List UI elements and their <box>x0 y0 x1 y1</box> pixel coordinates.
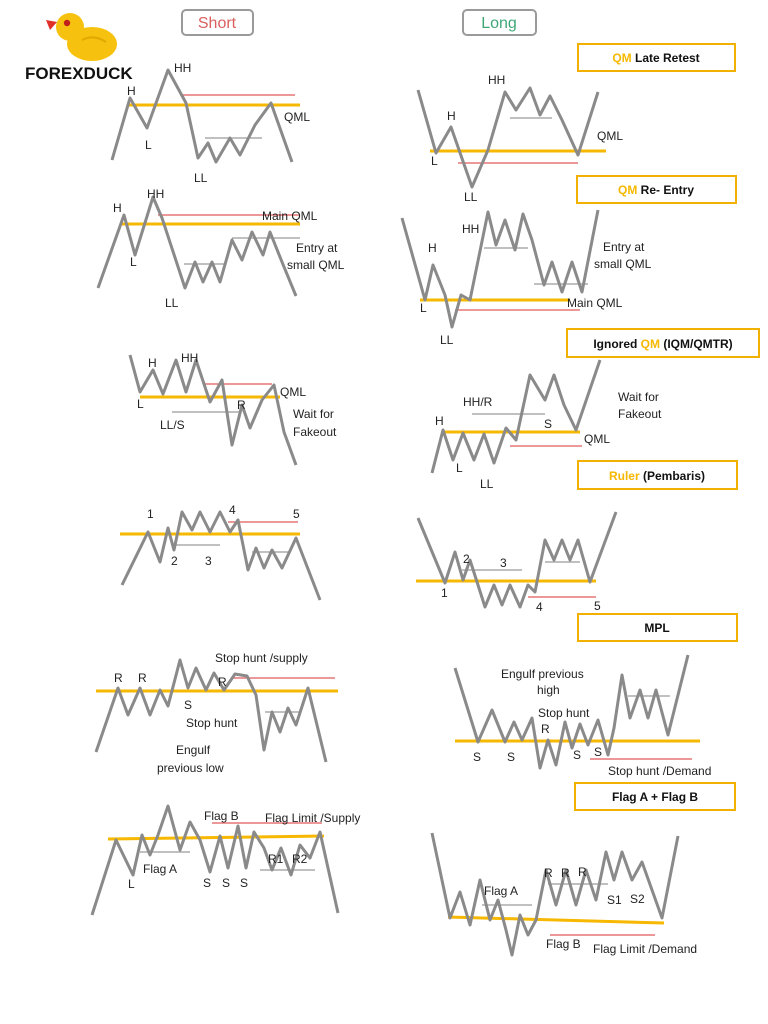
label-engulf-2: previous low <box>157 761 224 775</box>
label-r-2: R <box>561 866 570 880</box>
box-qm-late-retest <box>578 44 735 71</box>
qm-accent: QM <box>617 183 638 197</box>
box-qm-reentry <box>577 176 736 203</box>
label-ll: LL <box>464 190 478 204</box>
label-ll: LL <box>165 296 179 310</box>
diagram-long-reentry <box>402 210 652 347</box>
label-h: H <box>435 414 444 428</box>
label-wait-2: Fakeout <box>293 425 337 439</box>
label-l: L <box>130 255 137 269</box>
late-retest-label: Late Retest <box>631 51 700 65</box>
label-l: L <box>128 877 135 891</box>
label-s: S <box>544 417 553 431</box>
label-hh: HH <box>462 222 480 236</box>
label-r-2: R <box>138 671 147 685</box>
label-qml: QML <box>284 110 311 124</box>
diagram-short-reentry <box>98 187 345 310</box>
label-2: 2 <box>171 554 178 568</box>
label-qml: QML <box>597 129 624 143</box>
label-s2: S2 <box>630 892 645 906</box>
label-h: H <box>113 201 122 215</box>
label-s-3: S <box>573 748 582 762</box>
box-mpl <box>578 614 737 641</box>
label-1: 1 <box>441 586 448 600</box>
label-qml: QML <box>584 432 611 446</box>
label-s-4: S <box>594 745 603 759</box>
svg-text:QM Late Retest <box>612 51 699 65</box>
svg-text:Ignored QM (IQM/QMTR) <box>593 337 732 351</box>
label-ll: LL <box>480 477 494 491</box>
label-hh-r: HH/R <box>463 395 493 409</box>
label-l: L <box>456 461 463 475</box>
label-hh: HH <box>174 61 192 75</box>
label-3: 3 <box>500 556 507 570</box>
label-5: 5 <box>293 507 300 521</box>
label-stop-demand: Stop hunt /Demand <box>608 764 712 778</box>
qm-accent: QM <box>640 337 661 351</box>
price-path <box>418 512 616 607</box>
diagram-long-flag <box>432 833 697 956</box>
label-flag-a: Flag A <box>484 884 519 898</box>
ignored-label: Ignored <box>593 337 641 351</box>
label-r-1: R <box>544 866 553 880</box>
mpl-label: MPL <box>644 621 670 635</box>
label-l: L <box>431 154 438 168</box>
label-l: L <box>420 301 427 315</box>
label-4: 4 <box>229 503 236 517</box>
label-s-3: S <box>240 876 249 890</box>
label-entry-2: small QML <box>594 257 652 271</box>
price-path <box>130 355 296 465</box>
label-1: 1 <box>147 507 154 521</box>
diagram-long-mpl <box>455 655 711 778</box>
iqm-label: (IQM/QMTR) <box>660 337 733 351</box>
ruler-accent: Ruler <box>608 469 640 483</box>
label-entry-2: small QML <box>287 258 345 272</box>
label-main-qml: Main QML <box>567 296 623 310</box>
short-header: Short <box>197 15 237 32</box>
brand-name: FOREXDUCK <box>25 64 133 83</box>
label-wait-1: Wait for <box>618 390 659 404</box>
label-hh: HH <box>147 187 165 201</box>
label-engulf-1: Engulf <box>176 743 211 757</box>
box-ruler <box>578 461 737 489</box>
label-r-3: R <box>578 865 587 879</box>
label-h: H <box>447 109 456 123</box>
label-l: L <box>137 397 144 411</box>
label-flag-limit: Flag Limit /Demand <box>593 942 698 956</box>
box-flag <box>575 783 735 810</box>
flag-label: Flag A + Flag B <box>611 790 699 804</box>
label-hh: HH <box>181 351 199 365</box>
label-ll-s: LL/S <box>160 418 185 432</box>
label-2: 2 <box>463 552 470 566</box>
long-header: Long <box>481 15 517 32</box>
label-stop-hunt: Stop hunt <box>538 706 590 720</box>
label-r-3: R <box>218 675 227 689</box>
label-flag-limit: Flag Limit /Supply <box>265 811 361 825</box>
label-entry-1: Entry at <box>296 241 338 255</box>
pembaris-label: (Pembaris) <box>639 469 706 483</box>
label-hh: HH <box>488 73 506 87</box>
label-s-2: S <box>507 750 516 764</box>
label-r: R <box>541 722 550 736</box>
label-main-qml: Main QML <box>262 209 318 223</box>
label-stop-hunt: Stop hunt <box>186 716 238 730</box>
label-entry-1: Entry at <box>603 240 645 254</box>
diagram-short-mpl <box>96 651 338 775</box>
label-4: 4 <box>536 600 543 614</box>
label-wait-1: Wait for <box>293 407 334 421</box>
label-s-2: S <box>222 876 231 890</box>
price-path <box>122 512 320 600</box>
label-s-1: S <box>203 876 212 890</box>
forexduck-logo <box>25 13 133 83</box>
label-flag-b: Flag B <box>204 809 239 823</box>
label-engulf-1: Engulf previous <box>501 667 584 681</box>
label-r2: R2 <box>292 852 308 866</box>
label-h: H <box>148 356 157 370</box>
label-s: S <box>184 698 193 712</box>
label-5: 5 <box>594 599 601 613</box>
price-path <box>112 70 292 162</box>
price-path <box>418 88 598 187</box>
label-ll: LL <box>440 333 454 347</box>
diagram-short-qm <box>112 61 310 185</box>
label-r1: R1 <box>268 852 284 866</box>
duck-icon <box>46 13 117 61</box>
label-ll: LL <box>194 171 208 185</box>
label-flag-b: Flag B <box>546 937 581 951</box>
label-flag-a: Flag A <box>143 862 178 876</box>
price-path <box>432 360 600 473</box>
label-wait-2: Fakeout <box>618 407 662 421</box>
label-s1: S1 <box>607 893 622 907</box>
diagram-long-ruler <box>416 512 616 614</box>
label-l: L <box>145 138 152 152</box>
label-3: 3 <box>205 554 212 568</box>
reentry-label: Re- Entry <box>637 183 695 197</box>
flag-level-line <box>448 917 664 923</box>
svg-text:QM Re- Entry <box>618 183 694 197</box>
diagram-short-ruler <box>120 503 320 600</box>
price-path <box>96 660 326 762</box>
diagram-short-ignored <box>130 351 337 465</box>
qm-accent: QM <box>612 51 632 65</box>
label-r-1: R <box>114 671 123 685</box>
label-h: H <box>428 241 437 255</box>
label-s-1: S <box>473 750 482 764</box>
label-stop-supply: Stop hunt /supply <box>215 651 308 665</box>
label-engulf-2: high <box>537 683 560 697</box>
box-ignored-qm <box>567 329 759 357</box>
svg-text:Ruler (Pembaris) <box>609 469 705 483</box>
label-r: R <box>237 398 246 412</box>
diagram-short-flag <box>92 806 360 915</box>
label-h: H <box>127 84 136 98</box>
label-qml: QML <box>280 385 307 399</box>
